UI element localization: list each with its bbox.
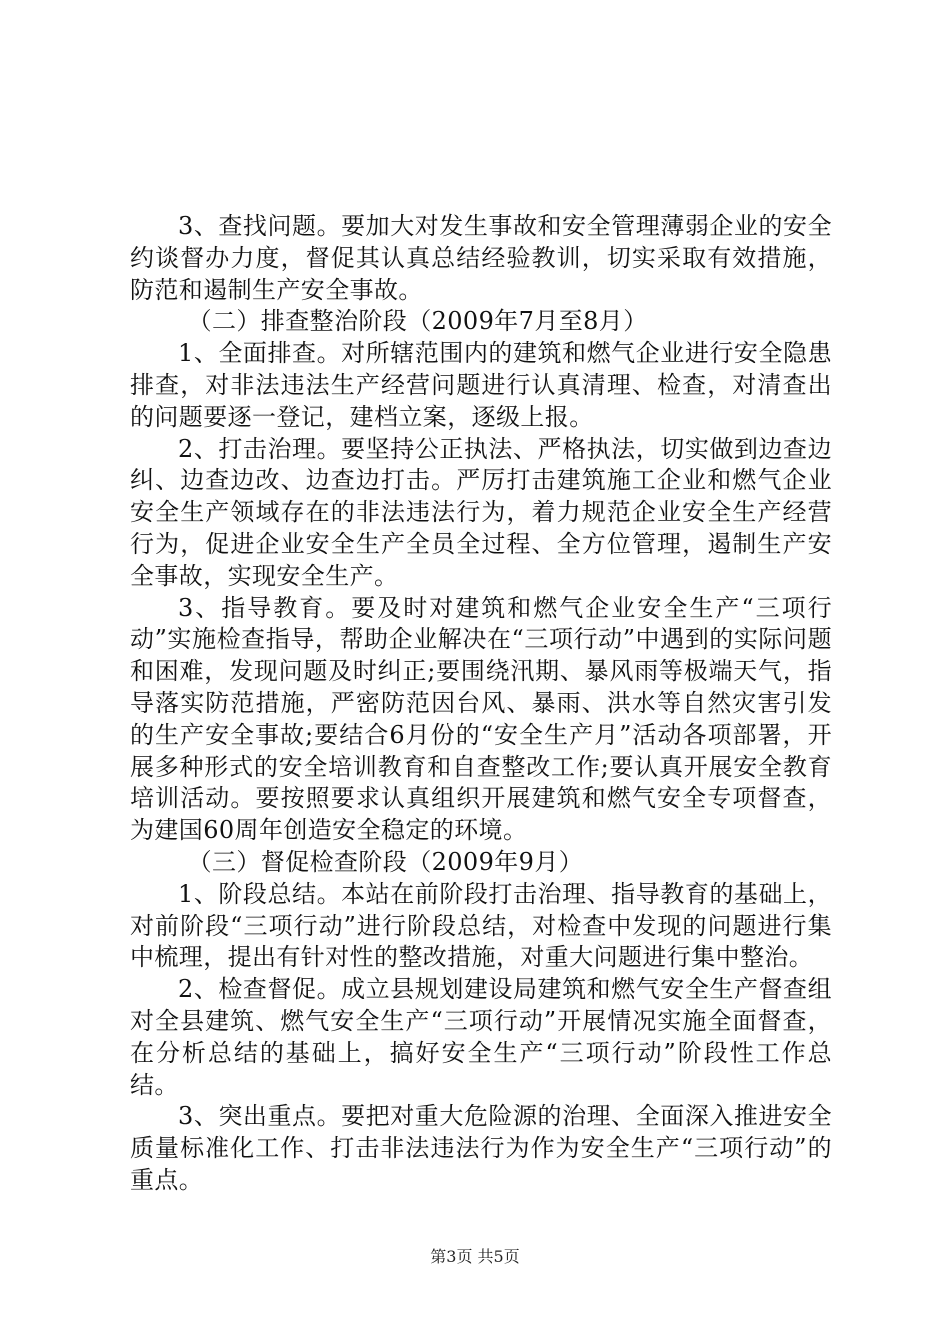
paragraph-key-points: 3、突出重点。要把对重大危险源的治理、全面深入推进安全质量标准化工作、打击非法违法行为作为安全生产“三项行动”的重点。: [130, 1102, 832, 1194]
page-number-footer: 第3页 共5页: [430, 1247, 520, 1266]
paragraph-crackdown: 2、打击治理。要坚持公正执法、严格执法，切实做到边查边纠、边查边改、边查边打击。严厉打击建筑施工企业和燃气企业安全生产领域存在的非法违法行为，着力规范企业安全生产经营行为，促进企业安全生产全员全过程、全方位管理，遏制生产安全事故，实现安全生产。: [130, 434, 832, 590]
paragraph-inspection-supervision: 2、检查督促。成立县规划建设局建筑和燃气安全生产督查组对全县建筑、燃气安全生产“三项行动”开展情况实施全面督查，在分析总结的基础上，搞好安全生产“三项行动”阶段性工作总结。: [130, 975, 832, 1099]
document-body: [130, 211, 832, 1197]
paragraph-full-inspection: 1、全面排查。对所辖范围内的建筑和燃气企业进行安全隐患排查，对非法违法生产经营问题进行认真清理、检查，对清查出的问题要逐一登记，建档立案，逐级上报。: [130, 339, 832, 431]
paragraph-find-problems: 3、查找问题。要加大对发生事故和安全管理薄弱企业的安全约谈督办力度，督促其认真总结经验教训，切实采取有效措施，防范和遏制生产安全事故。: [130, 212, 832, 304]
paragraph-stage-summary: 1、阶段总结。本站在前阶段打击治理、指导教育的基础上，对前阶段“三项行动”进行阶段总结，对检查中发现的问题进行集中梳理，提出有针对性的整改措施，对重大问题进行集中整治。: [130, 879, 832, 972]
section-heading-supervision-stage: （三）督促检查阶段（2009年9月）: [187, 847, 584, 876]
paragraph-guidance-education: 3、指导教育。要及时对建筑和燃气企业安全生产“三项行动”实施检查指导，帮助企业解决在“三项行动”中遇到的实际问题和困难，发现问题及时纠正;要围绕汛期、暴风雨等极端天气，指导落实防范措施，严密防范因台风、暴雨、洪水等自然灾害引发的生产安全事故;要结合6月份的“安全生产月”活动各项部署，开展多种形式的安全培训教育和自查整改工作;要认真开展安全教育培训活动。要按照要求认真组织开展建筑和燃气安全专项督查，为建国60周年创造安全稳定的环境。: [130, 593, 832, 845]
section-heading-inspection-stage: （二）排查整治阶段（2009年7月至8月）: [187, 307, 648, 336]
